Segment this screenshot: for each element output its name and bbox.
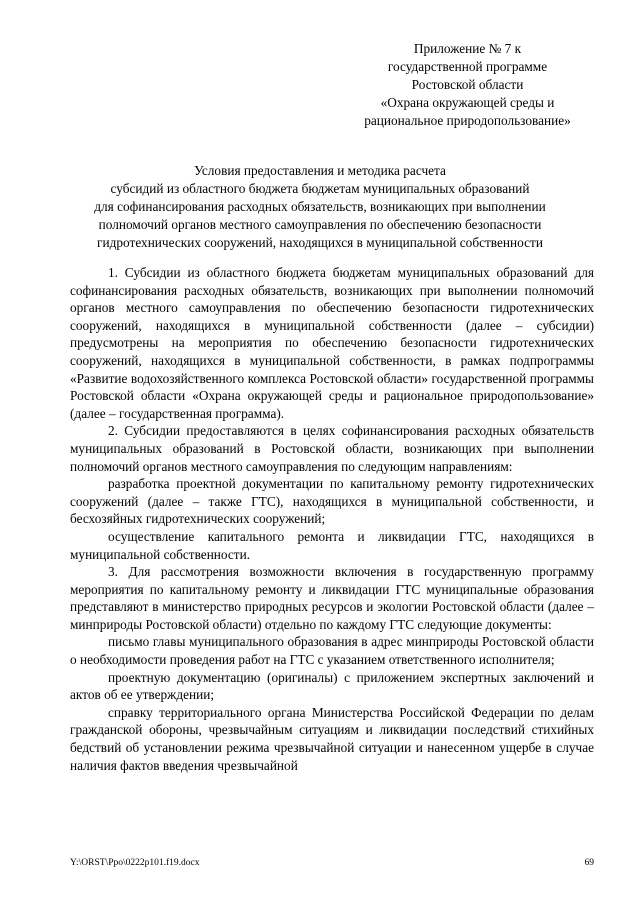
title-line: гидротехнических сооружений, находящихся в муниципальной собственности: [97, 235, 543, 250]
title-line: полномочий органов местного самоуправления по обеспечению безопасности: [98, 217, 542, 232]
paragraph: проектную документацию (оригиналы) с приложением экспертных заключений и актов об ее утверждении;: [70, 669, 594, 703]
appendix-line: государственной программе: [387, 59, 548, 74]
paragraph: 3. Для рассмотрения возможности включения в государственную программу мероприятия по капитальному ремонту и ликвидации ГТС муниципальные образования представляют в министерство природных ресурсов и экологии Ростовской области (далее – минприроды Ростовской области) отдельно по каждому ГТС следующие документы:: [70, 564, 594, 632]
title-line: Условия предоставления и методика расчета: [194, 163, 446, 178]
paragraph: письмо главы муниципального образования в адрес минприроды Ростовской области о необходимости проведения работ на ГТС с указанием ответственного исполнителя;: [70, 634, 594, 668]
appendix-header: [340, 40, 595, 130]
title-line: для софинансирования расходных обязательств, возникающих при выполнении: [94, 199, 546, 214]
file-path: Y:\ORST\Ppo\0222p101.f19.docx: [70, 858, 200, 868]
paragraph: осуществление капитального ремонта и ликвидации ГТС, находящихся в муниципальной собственности.: [70, 528, 594, 562]
paragraph: 1. Субсидии из областного бюджета бюджетам муниципальных образований для софинансирования расходных обязательств, возникающих при выполнении полномочий органов местного самоуправления по обеспечению безопасности гидротехнических сооружений, находящихся в муниципальной собственности (далее – субсидии) предусмотрены на мероприятия по обеспечению безопасности гидротехнических сооружений, находящихся в муниципальной собственности, в рамках подпрограммы «Развитие водохозяйственного комплекса Ростовской области» государственной программы Ростовской области «Охрана окружающей среды и рациональное природопользование» (далее – государственная программа).: [70, 265, 594, 421]
document-title: [55, 162, 585, 252]
appendix-line: Приложение № 7 к: [413, 41, 522, 56]
appendix-line: «Охрана окружающей среды и: [380, 95, 555, 110]
page-number: 69: [584, 858, 594, 868]
document-body: [70, 264, 594, 774]
appendix-line: рациональное природопользование»: [364, 113, 571, 128]
paragraph: разработка проектной документации по капитальному ремонту гидротехнических сооружений (далее – также ГТС), находящихся в муниципальной собственности, и бесхозяйных гидротехнических сооружений;: [70, 476, 594, 527]
paragraph: 2. Субсидии предоставляются в целях софинансирования расходных обязательств муниципальных образований в Ростовской области, возникающих при выполнении полномочий органов местного самоуправления по следующим направлениям:: [70, 423, 594, 474]
appendix-line: Ростовской области: [411, 77, 524, 92]
title-line: субсидий из областного бюджета бюджетам муниципальных образований: [110, 181, 530, 196]
paragraph: справку территориального органа Министерства Российской Федерации по делам гражданской обороны, чрезвычайным ситуациям и ликвидации последствий стихийных бедствий об установлении режима чрезвычайной ситуации и нанесенном ущербе в случае наличия фактов введения чрезвычайной: [70, 704, 594, 773]
